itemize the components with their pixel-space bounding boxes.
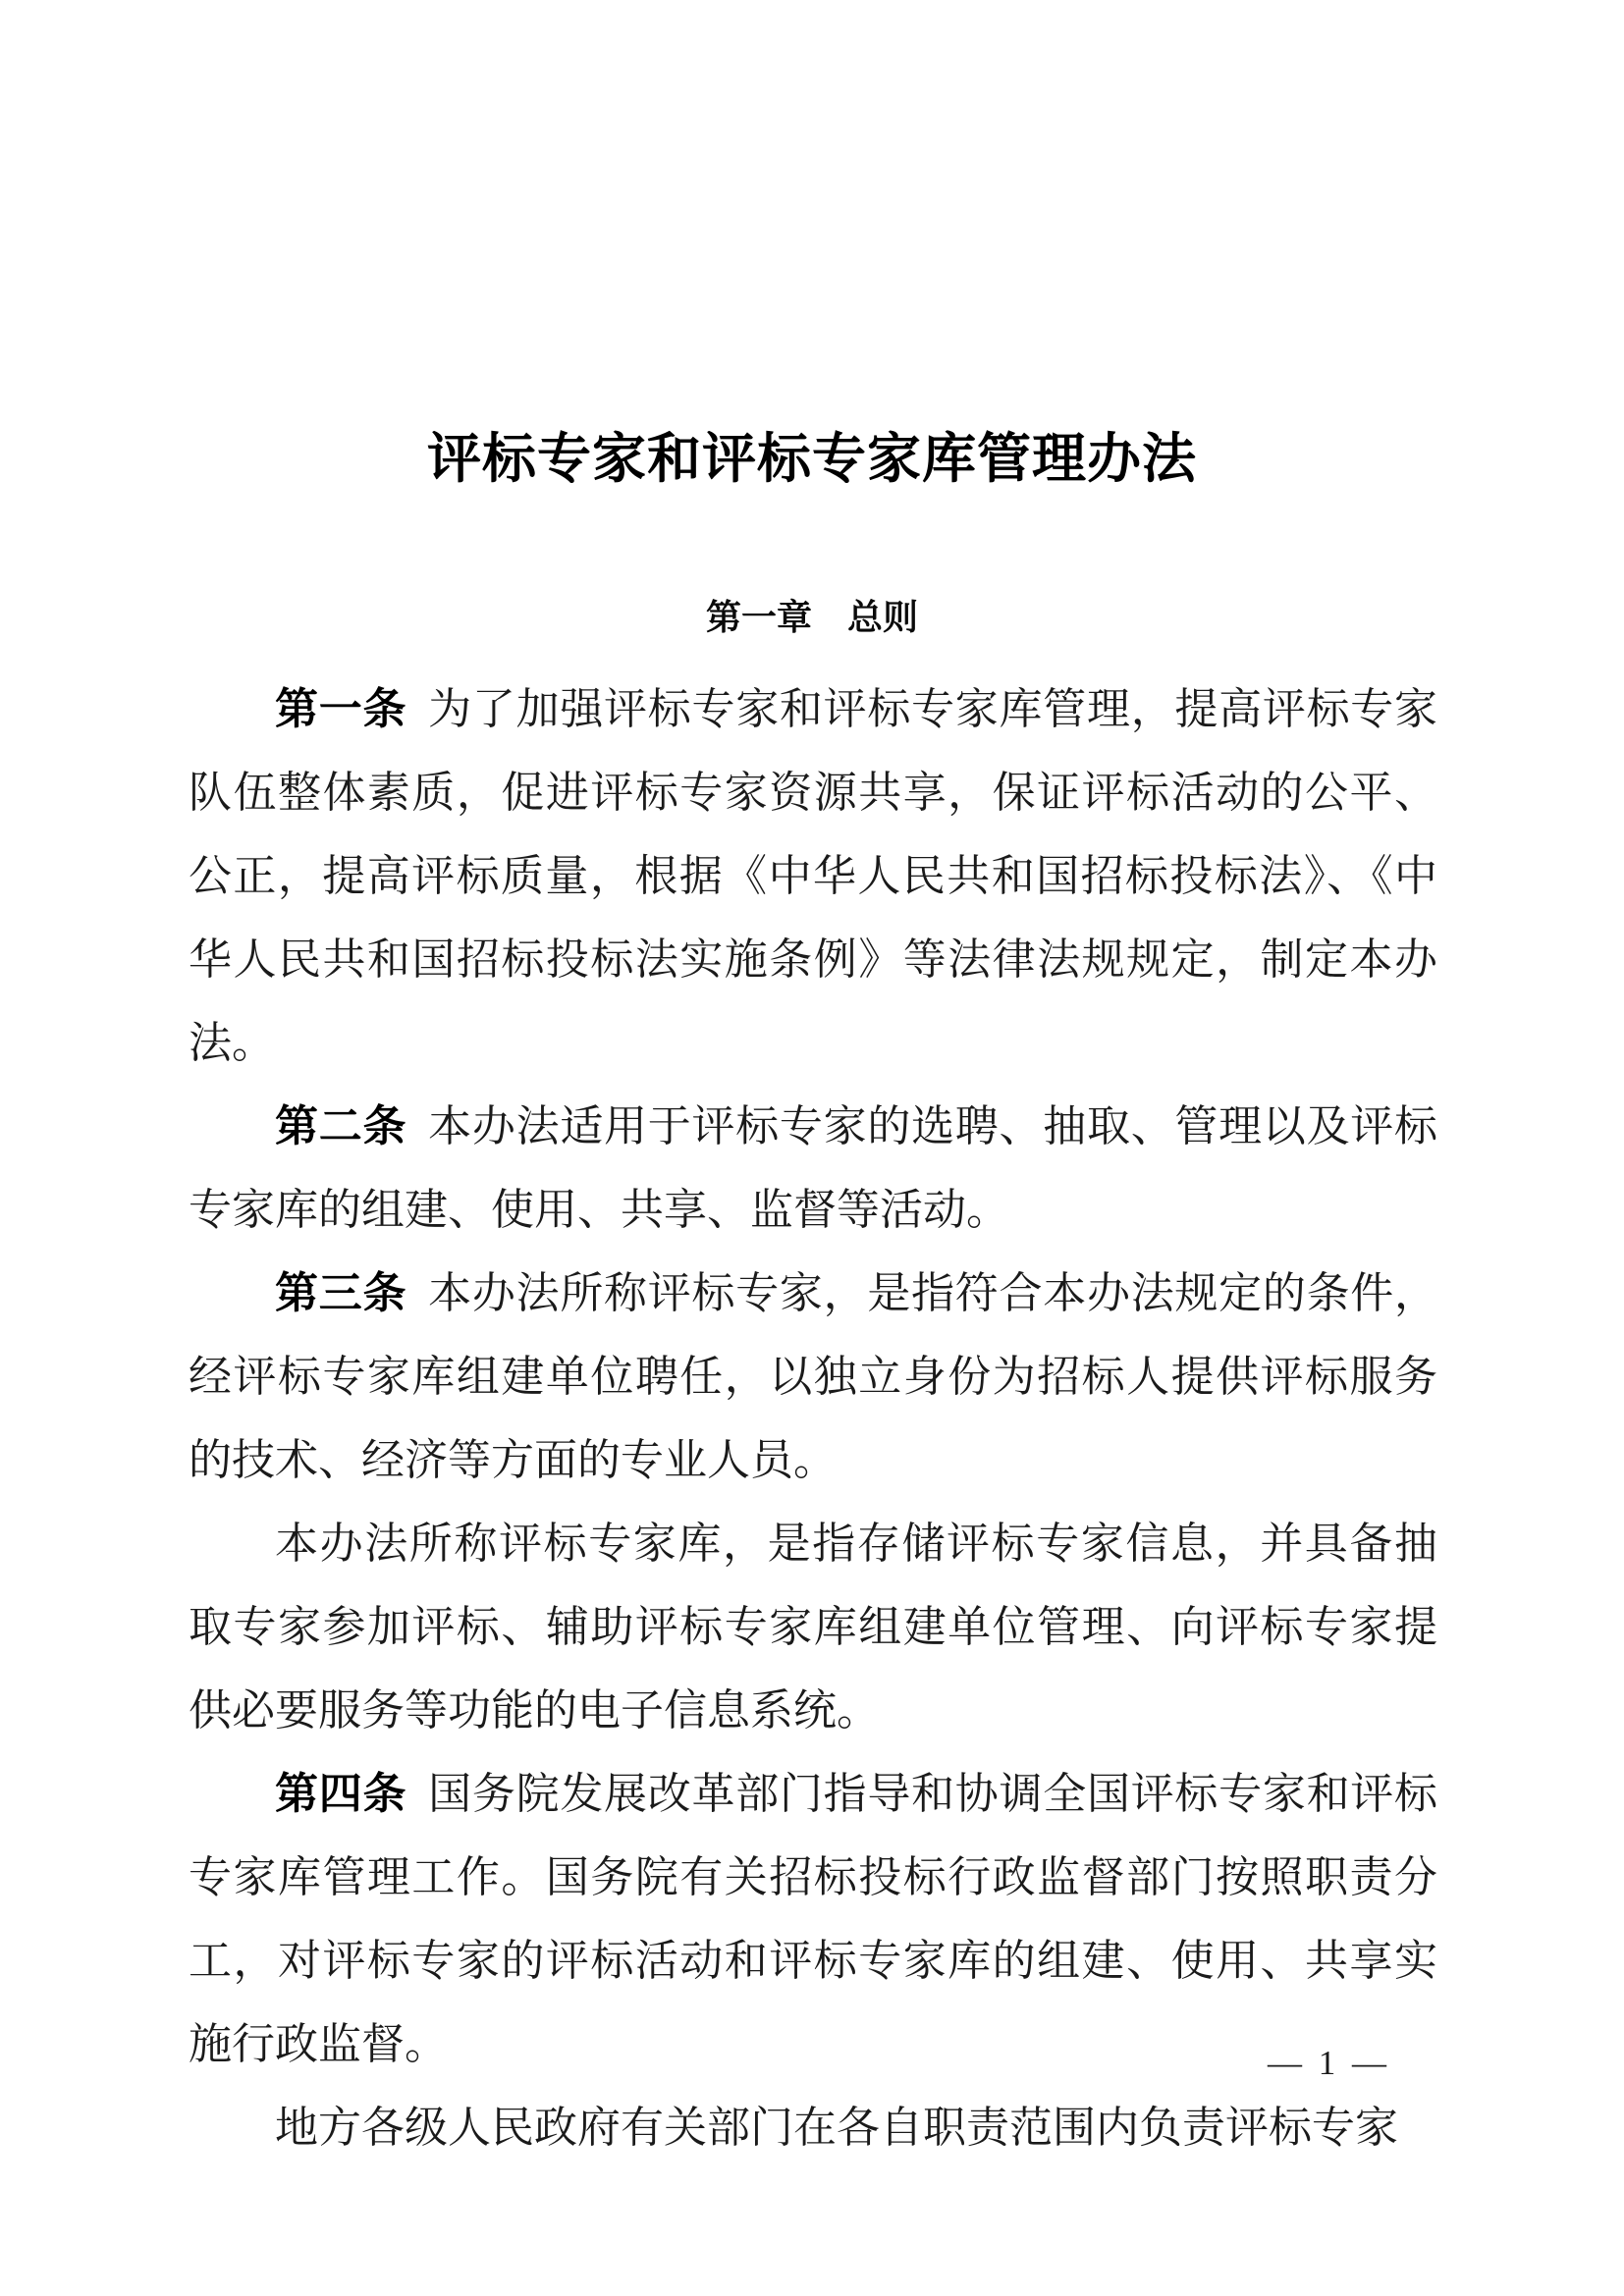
article-number: 第二条 (275, 1102, 407, 1150)
document-title: 评标专家和评标专家库管理办法 (426, 429, 1197, 489)
paragraph: 第三条 本办法所称评标专家，是指符合本办法规定的条件，经评标专家库组建单位聘任，以独立身份为招标人提供评标服务的技术、经济等方面的专业人员。 (189, 1269, 1438, 1484)
paragraph: 第四条 国务院发展改革部门指导和协调全国评标专家和评标专家库管理工作。国务院有关招标投标行政监督部门按照职责分工，对评标专家的评标活动和评标专家库的组建、使用、共享实施行政监督。 (189, 1770, 1438, 2068)
document-body-paragraphs (189, 667, 1437, 2169)
paragraph: 第一条 为了加强评标专家和评标专家库管理，提高评标专家队伍整体素质，促进评标专家资源共享，保证评标活动的公平、公正，提高评标质量，根据《中华人民共和国招标投标法》、《中华人民共和国招标投标法实施条例》等法律法规规定，制定本办法。 (189, 685, 1438, 1067)
paragraph: 本办法所称评标专家库，是指存储评标专家信息，并具备抽取专家参加评标、辅助评标专家库组建单位管理、向评标专家提供必要服务等功能的电子信息系统。 (189, 1520, 1437, 1735)
paragraph: 第二条 本办法适用于评标专家的选聘、抽取、管理以及评标专家库的组建、使用、共享、监督等活动。 (189, 1102, 1438, 1234)
page-number: — 1 — (1268, 2044, 1390, 2082)
chapter-heading: 第一章 总则 (705, 597, 918, 637)
article-number: 第一条 (275, 685, 407, 733)
paragraph: 地方各级人民政府有关部门在各自职责范围内负责评标专家 (275, 2104, 1398, 2152)
article-number: 第三条 (275, 1269, 407, 1317)
article-number: 第四条 (275, 1770, 407, 1818)
